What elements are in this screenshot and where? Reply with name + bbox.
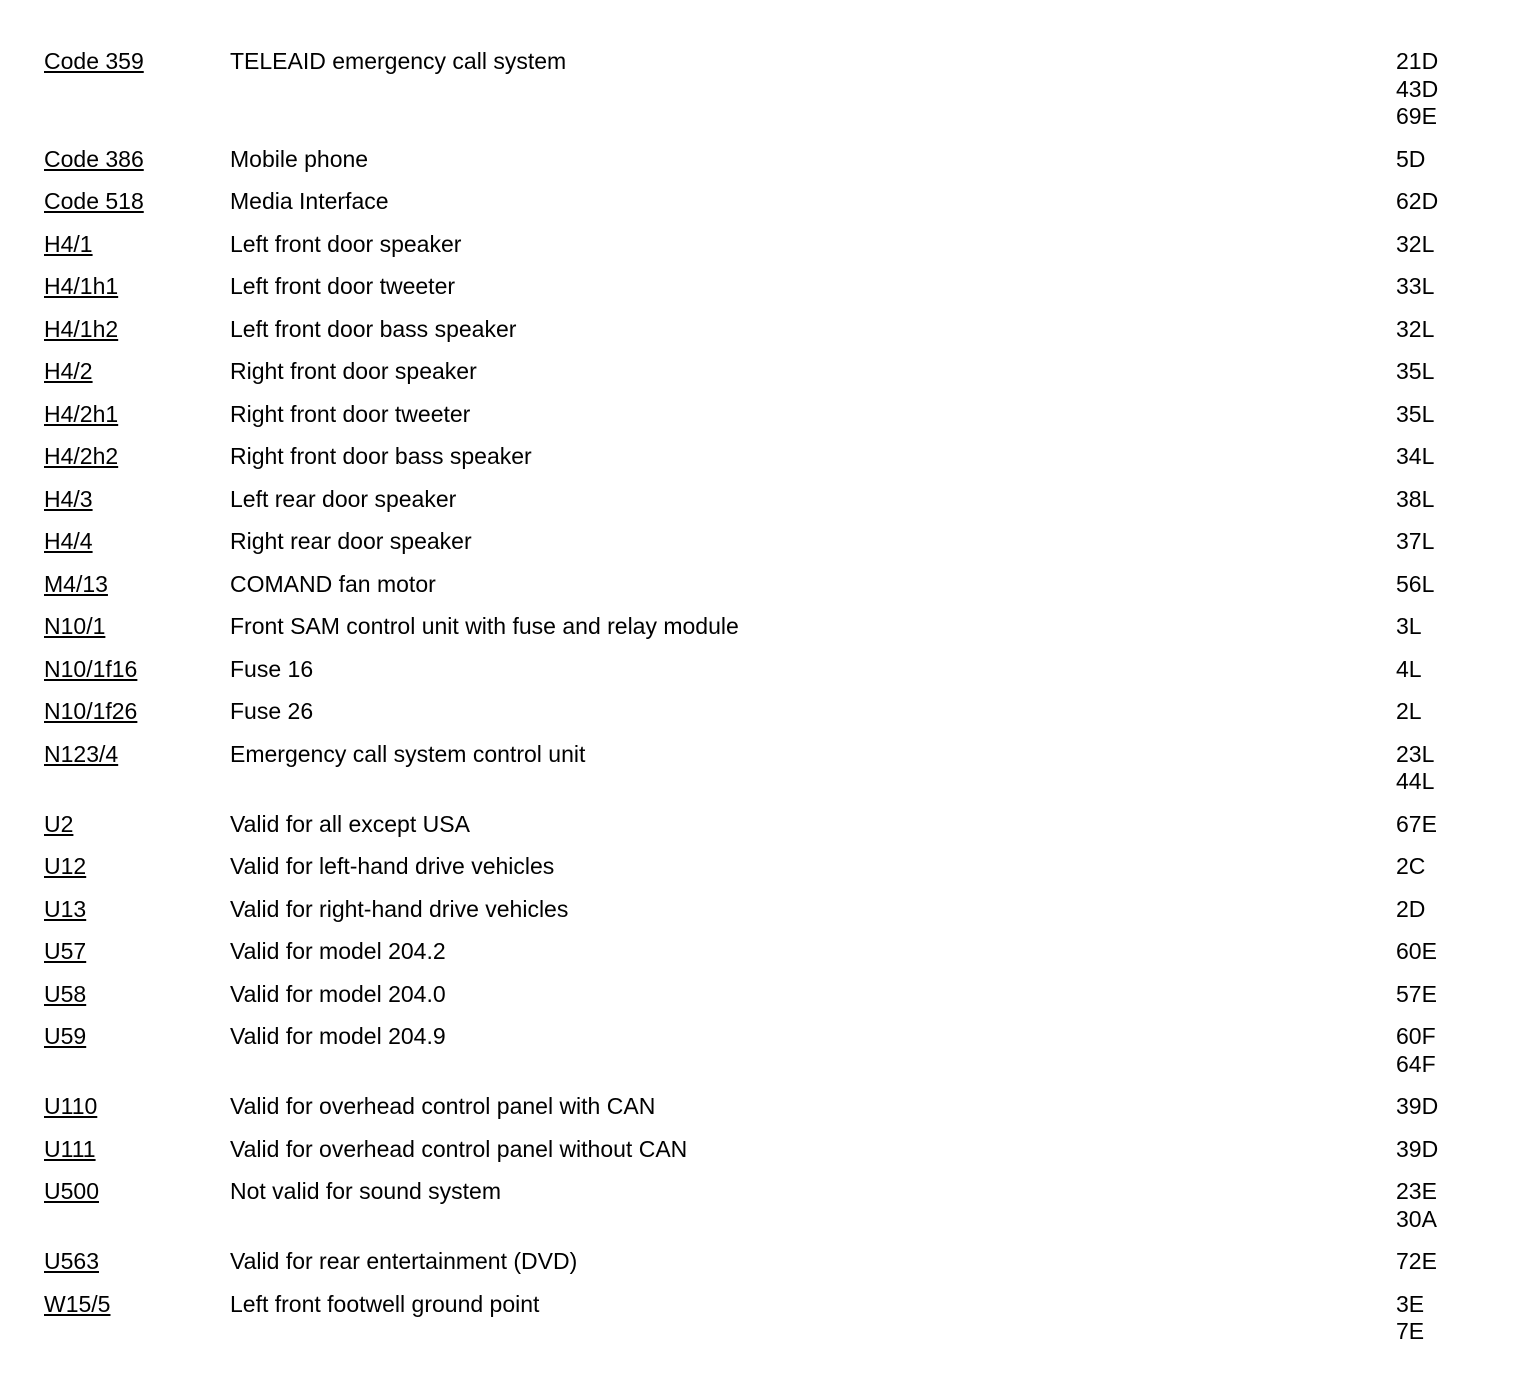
grid-reference-list <box>1396 613 1422 641</box>
component-description: Valid for model 204.0 <box>230 980 446 1007</box>
component-code-link[interactable]: M4/13 <box>44 570 108 597</box>
legend-row <box>44 571 1464 599</box>
component-description: COMAND fan motor <box>230 570 436 597</box>
grid-reference: 5D <box>1396 145 1426 172</box>
component-description: TELEAID emergency call system <box>230 48 567 74</box>
legend-row <box>44 896 1464 924</box>
component-code-link[interactable]: H4/2h1 <box>44 400 119 427</box>
grid-reference-list <box>1396 316 1434 344</box>
component-description: Valid for left-hand drive vehicles <box>230 853 555 879</box>
component-code-link[interactable]: W15/5 <box>44 1290 111 1317</box>
grid-reference: 35L <box>1396 358 1435 384</box>
grid-reference: 64F <box>1396 1050 1436 1077</box>
legend-row <box>44 1023 1464 1078</box>
grid-reference: 3E <box>1396 1290 1425 1317</box>
grid-reference-list <box>1396 1178 1437 1233</box>
grid-reference-list <box>1396 1291 1424 1346</box>
grid-reference-list <box>1396 1093 1438 1121</box>
grid-reference: 23E <box>1396 1178 1437 1204</box>
grid-reference-list <box>1396 981 1437 1009</box>
grid-reference: 34L <box>1396 443 1435 469</box>
grid-reference: 38L <box>1396 485 1435 512</box>
component-description: Valid for model 204.2 <box>230 938 446 964</box>
legend-row <box>44 188 1464 216</box>
grid-reference-list <box>1396 1023 1436 1078</box>
component-description: Left front footwell ground point <box>230 1290 540 1317</box>
grid-reference-list <box>1396 231 1434 259</box>
grid-reference: 4L <box>1396 655 1422 682</box>
component-description: Valid for rear entertainment (DVD) <box>230 1248 578 1274</box>
grid-reference-list <box>1396 48 1438 131</box>
legend-row <box>44 853 1464 881</box>
grid-reference: 3L <box>1396 613 1422 639</box>
component-code-link[interactable]: Code 518 <box>44 188 144 214</box>
legend-row <box>44 1248 1464 1276</box>
component-description: Left front door tweeter <box>230 273 456 299</box>
component-code-link[interactable]: H4/3 <box>44 485 93 512</box>
legend-row <box>44 613 1464 641</box>
component-code-link[interactable]: Code 359 <box>44 48 144 74</box>
legend-row <box>44 48 1464 131</box>
grid-reference: 43D <box>1396 75 1439 102</box>
grid-reference: 37L <box>1396 528 1435 554</box>
grid-reference: 72E <box>1396 1248 1437 1274</box>
legend-row <box>44 938 1464 966</box>
legend-row <box>44 486 1464 514</box>
component-description: Right front door speaker <box>230 358 477 384</box>
grid-reference-list <box>1396 1136 1438 1164</box>
component-description: Fuse 16 <box>230 655 314 682</box>
component-code-link[interactable]: U13 <box>44 895 87 922</box>
grid-reference: 21D <box>1396 48 1439 74</box>
legend-row <box>44 231 1464 259</box>
grid-reference-list <box>1396 146 1425 174</box>
component-description: Right rear door speaker <box>230 528 472 554</box>
grid-reference: 67E <box>1396 810 1437 837</box>
grid-reference-list <box>1396 811 1437 839</box>
component-description: Front SAM control unit with fuse and relay module <box>230 613 739 639</box>
component-code-link[interactable]: H4/2h2 <box>44 443 119 469</box>
component-code-link[interactable]: N10/1f16 <box>44 655 138 682</box>
component-code-link[interactable]: U12 <box>44 853 87 879</box>
component-description: Mobile phone <box>230 145 369 172</box>
component-description: Valid for overhead control panel with CAN <box>230 1093 656 1119</box>
legend-row <box>44 698 1464 726</box>
grid-reference: 39D <box>1396 1135 1439 1162</box>
component-code-link[interactable]: U110 <box>44 1093 98 1119</box>
grid-reference-list <box>1396 486 1434 514</box>
component-description: Emergency call system control unit <box>230 740 586 767</box>
legend-row <box>44 981 1464 1009</box>
component-code-link[interactable]: H4/1 <box>44 230 93 257</box>
grid-reference: 32L <box>1396 315 1435 342</box>
grid-reference: 60F <box>1396 1023 1436 1049</box>
grid-reference: 60E <box>1396 938 1437 964</box>
grid-reference-list <box>1396 401 1434 429</box>
legend-row <box>44 273 1464 301</box>
legend-row <box>44 1178 1464 1233</box>
component-description: Valid for all except USA <box>230 810 470 837</box>
component-code-link[interactable]: H4/1h1 <box>44 273 119 299</box>
grid-reference-list <box>1396 1248 1437 1276</box>
legend-row <box>44 1291 1464 1346</box>
grid-reference-list <box>1396 273 1434 301</box>
component-description: Left front door bass speaker <box>230 315 517 342</box>
component-code-link[interactable]: U111 <box>44 1135 96 1162</box>
component-code-link[interactable]: N10/1f26 <box>44 698 138 724</box>
component-code-link[interactable]: U2 <box>44 810 74 837</box>
component-description: Valid for right-hand drive vehicles <box>230 895 569 922</box>
grid-reference-list <box>1396 188 1438 216</box>
grid-reference: 2L <box>1396 698 1422 724</box>
component-code-link[interactable]: N123/4 <box>44 740 119 767</box>
component-code-link[interactable]: H4/1h2 <box>44 315 119 342</box>
grid-reference: 32L <box>1396 230 1435 257</box>
component-code-link[interactable]: U500 <box>44 1178 99 1204</box>
legend-row <box>44 1136 1464 1164</box>
component-legend-table <box>44 48 1464 1361</box>
legend-row <box>44 443 1464 471</box>
component-description: Valid for model 204.9 <box>230 1023 446 1049</box>
grid-reference-list <box>1396 698 1422 726</box>
component-description: Left rear door speaker <box>230 485 457 512</box>
grid-reference-list <box>1396 938 1437 966</box>
grid-reference: 56L <box>1396 570 1435 597</box>
component-code-link[interactable]: U59 <box>44 1023 87 1049</box>
component-code-link[interactable]: U58 <box>44 980 87 1007</box>
grid-reference-list <box>1396 528 1434 556</box>
component-description: Valid for overhead control panel without CAN <box>230 1135 688 1162</box>
grid-reference-list <box>1396 571 1434 599</box>
component-description: Fuse 26 <box>230 698 314 724</box>
component-code-link[interactable]: H4/2 <box>44 358 93 384</box>
grid-reference: 33L <box>1396 273 1435 299</box>
component-code-link[interactable]: H4/4 <box>44 528 93 554</box>
grid-reference: 30A <box>1396 1205 1437 1232</box>
component-code-link[interactable]: U57 <box>44 938 87 964</box>
legend-row <box>44 656 1464 684</box>
grid-reference: 2D <box>1396 895 1426 922</box>
legend-row <box>44 741 1464 796</box>
legend-row <box>44 811 1464 839</box>
legend-row <box>44 146 1464 174</box>
grid-reference-list <box>1396 656 1422 684</box>
legend-row <box>44 401 1464 429</box>
grid-reference-list <box>1396 741 1434 796</box>
component-code-link[interactable]: N10/1 <box>44 613 106 639</box>
grid-reference: 23L <box>1396 740 1435 767</box>
legend-row <box>44 316 1464 344</box>
grid-reference: 44L <box>1396 768 1435 794</box>
grid-reference: 62D <box>1396 188 1439 214</box>
component-description: Right front door tweeter <box>230 400 471 427</box>
grid-reference: 2C <box>1396 853 1426 879</box>
component-code-link[interactable]: Code 386 <box>44 145 144 172</box>
grid-reference-list <box>1396 853 1425 881</box>
grid-reference: 69E <box>1396 103 1437 129</box>
legend-row <box>44 528 1464 556</box>
component-code-link[interactable]: U563 <box>44 1248 99 1274</box>
grid-reference: 39D <box>1396 1093 1439 1119</box>
legend-row <box>44 358 1464 386</box>
grid-reference: 35L <box>1396 400 1435 427</box>
component-description: Right front door bass speaker <box>230 443 532 469</box>
component-description: Not valid for sound system <box>230 1178 502 1204</box>
legend-row <box>44 1093 1464 1121</box>
grid-reference-list <box>1396 443 1434 471</box>
grid-reference-list <box>1396 896 1425 924</box>
component-description: Left front door speaker <box>230 230 462 257</box>
grid-reference: 57E <box>1396 980 1437 1007</box>
grid-reference: 7E <box>1396 1318 1425 1344</box>
component-description: Media Interface <box>230 188 389 214</box>
grid-reference-list <box>1396 358 1434 386</box>
